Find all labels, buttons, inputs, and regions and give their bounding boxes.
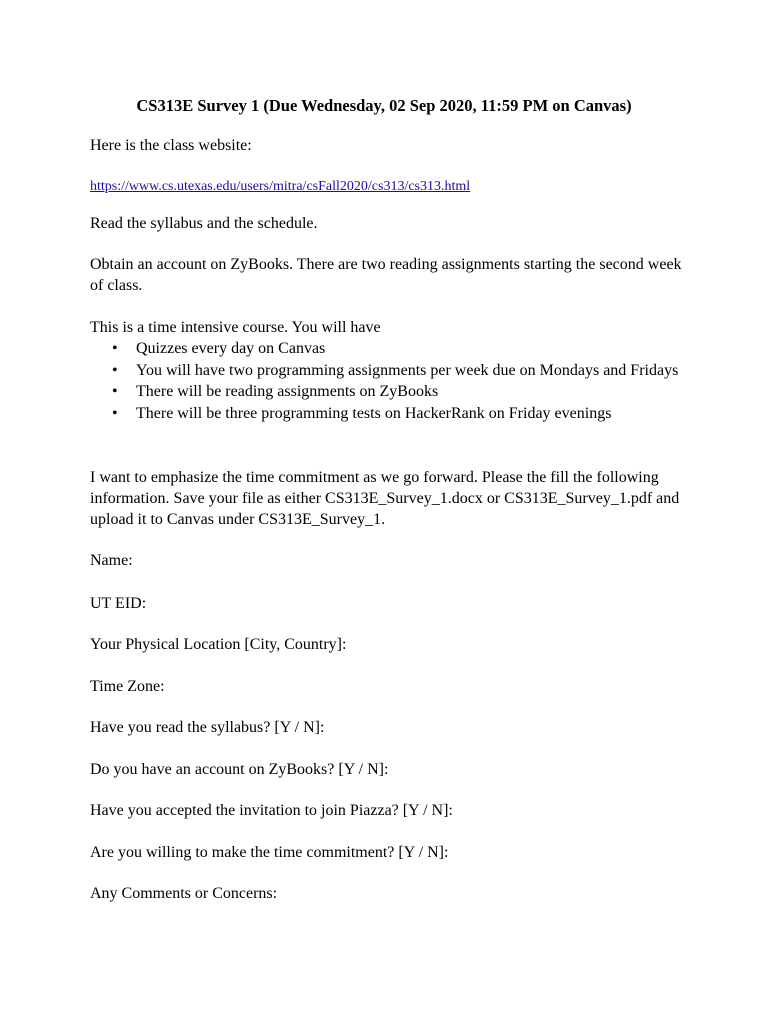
class-website-link-line	[90, 175, 690, 197]
list-item: • There will be reading assignments on ZyBooks	[90, 381, 690, 403]
comments-field-label: Any Comments or Concerns:	[90, 885, 278, 902]
time-commitment-question: Are you willing to make the time commitment? [Y / N]:	[90, 844, 449, 861]
list-item: • Quizzes every day on Canvas	[90, 338, 690, 360]
ut-eid-field-label: UT EID:	[90, 595, 147, 612]
name-field-label: Name:	[90, 552, 133, 569]
read-syllabus-question: Have you read the syllabus? [Y / N]:	[90, 719, 325, 736]
time-zone-field-label: Time Zone:	[90, 678, 165, 695]
course-requirements-list	[90, 338, 690, 424]
list-item: • There will be three programming tests on HackerRank on Friday evenings	[90, 403, 690, 425]
zybooks-instruction: Obtain an account on ZyBooks. There are two reading assignments starting the second week of class.	[90, 256, 682, 294]
zybooks-account-question: Do you have an account on ZyBooks? [Y / N]:	[90, 761, 389, 778]
piazza-question: Have you accepted the invitation to join Piazza? [Y / N]:	[90, 802, 453, 819]
syllabus-instruction: Read the syllabus and the schedule.	[90, 215, 318, 232]
location-field-label: Your Physical Location [City, Country]:	[90, 636, 347, 653]
intensive-course-intro: This is a time intensive course. You will have	[90, 319, 381, 336]
page-title: CS313E Survey 1 (Due Wednesday, 02 Sep 2020, 11:59 PM on Canvas)	[136, 96, 632, 115]
website-intro: Here is the class website:	[90, 137, 252, 154]
class-website-link[interactable]: https://www.cs.utexas.edu/users/mitra/csFall2020/cs313/cs313.html	[90, 179, 471, 194]
list-item: • You will have two programming assignments per week due on Mondays and Fridays	[90, 360, 690, 382]
emphasis-paragraph: I want to emphasize the time commitment as we go forward. Please the fill the following information. Save your file as either CS313E_Survey_1.docx or CS313E_Survey_1.pdf and upload it to Canvas under CS313E_Survey_1.	[90, 469, 680, 528]
